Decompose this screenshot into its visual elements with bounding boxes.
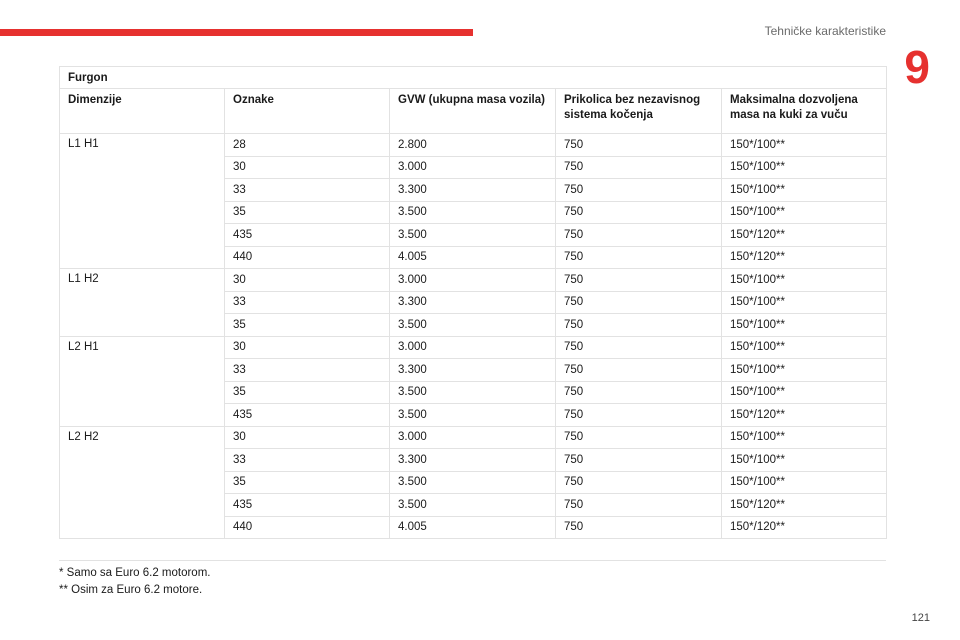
cell-code: 35	[225, 201, 390, 224]
cell-gvw: 3.300	[390, 291, 556, 314]
column-header-gvw: GVW (ukupna masa vozila)	[390, 89, 556, 134]
cell-code: 33	[225, 449, 390, 472]
cell-gvw: 3.500	[390, 471, 556, 494]
cell-code: 440	[225, 516, 390, 539]
cell-code: 33	[225, 291, 390, 314]
cell-gvw: 3.500	[390, 201, 556, 224]
cell-gvw: 4.005	[390, 516, 556, 539]
cell-code: 30	[225, 269, 390, 292]
cell-towball: 150*/100**	[722, 449, 887, 472]
table-row	[60, 426, 887, 449]
cell-trailer: 750	[556, 471, 722, 494]
cell-code: 35	[225, 314, 390, 337]
table-caption: Furgon	[60, 67, 887, 89]
cell-code: 33	[225, 179, 390, 202]
chapter-number: 9	[904, 41, 930, 93]
cell-towball: 150*/120**	[722, 224, 887, 247]
cell-gvw: 3.300	[390, 179, 556, 202]
cell-gvw: 3.500	[390, 314, 556, 337]
cell-trailer: 750	[556, 359, 722, 382]
cell-towball: 150*/100**	[722, 291, 887, 314]
cell-towball: 150*/100**	[722, 471, 887, 494]
cell-trailer: 750	[556, 156, 722, 179]
cell-towball: 150*/100**	[722, 179, 887, 202]
table-body	[60, 134, 887, 539]
footnote-divider	[59, 560, 886, 561]
footnotes	[59, 565, 210, 599]
cell-gvw: 3.300	[390, 449, 556, 472]
table-caption-row	[60, 67, 887, 89]
cell-towball: 150*/120**	[722, 404, 887, 427]
cell-trailer: 750	[556, 246, 722, 269]
cell-towball: 150*/120**	[722, 246, 887, 269]
cell-trailer: 750	[556, 134, 722, 157]
cell-dimension: L1 H1	[60, 134, 225, 269]
cell-trailer: 750	[556, 179, 722, 202]
cell-code: 35	[225, 381, 390, 404]
cell-towball: 150*/100**	[722, 269, 887, 292]
page-number: 121	[911, 612, 930, 624]
cell-trailer: 750	[556, 201, 722, 224]
cell-towball: 150*/100**	[722, 381, 887, 404]
cell-dimension: L2 H2	[60, 426, 225, 539]
cell-gvw: 3.500	[390, 224, 556, 247]
cell-gvw: 3.300	[390, 359, 556, 382]
cell-towball: 150*/120**	[722, 516, 887, 539]
cell-gvw: 3.000	[390, 269, 556, 292]
table-row	[60, 269, 887, 292]
cell-code: 435	[225, 404, 390, 427]
cell-trailer: 750	[556, 404, 722, 427]
column-header-codes: Oznake	[225, 89, 390, 134]
cell-dimension: L1 H2	[60, 269, 225, 337]
cell-towball: 150*/100**	[722, 201, 887, 224]
cell-code: 435	[225, 494, 390, 517]
cell-gvw: 3.000	[390, 156, 556, 179]
cell-towball: 150*/100**	[722, 314, 887, 337]
cell-code: 35	[225, 471, 390, 494]
chapter-title: Tehničke karakteristike	[764, 24, 886, 38]
table-row	[60, 336, 887, 359]
cell-code: 435	[225, 224, 390, 247]
cell-gvw: 3.500	[390, 404, 556, 427]
cell-trailer: 750	[556, 381, 722, 404]
cell-trailer: 750	[556, 269, 722, 292]
cell-gvw: 3.500	[390, 494, 556, 517]
cell-gvw: 4.005	[390, 246, 556, 269]
header-accent-bar	[0, 29, 473, 36]
cell-code: 440	[225, 246, 390, 269]
cell-towball: 150*/100**	[722, 134, 887, 157]
cell-towball: 150*/100**	[722, 426, 887, 449]
column-header-towball-load: Maksimalna dozvoljena masa na kuki za vuču	[722, 89, 887, 134]
cell-gvw: 3.000	[390, 426, 556, 449]
cell-code: 33	[225, 359, 390, 382]
cell-dimension: L2 H1	[60, 336, 225, 426]
column-header-dimensions: Dimenzije	[60, 89, 225, 134]
cell-towball: 150*/100**	[722, 156, 887, 179]
cell-trailer: 750	[556, 314, 722, 337]
cell-code: 28	[225, 134, 390, 157]
cell-trailer: 750	[556, 449, 722, 472]
cell-gvw: 2.800	[390, 134, 556, 157]
cell-trailer: 750	[556, 494, 722, 517]
column-header-unbraked-trailer: Prikolica bez nezavisnog sistema kočenja	[556, 89, 722, 134]
cell-trailer: 750	[556, 336, 722, 359]
table-header-row	[60, 89, 887, 134]
cell-towball: 150*/100**	[722, 336, 887, 359]
cell-gvw: 3.000	[390, 336, 556, 359]
table-row	[60, 134, 887, 157]
cell-trailer: 750	[556, 224, 722, 247]
footnote: * Samo sa Euro 6.2 motorom.	[59, 567, 211, 579]
cell-trailer: 750	[556, 426, 722, 449]
cell-code: 30	[225, 156, 390, 179]
cell-code: 30	[225, 426, 390, 449]
cell-towball: 150*/120**	[722, 494, 887, 517]
specs-table	[59, 66, 887, 539]
cell-trailer: 750	[556, 516, 722, 539]
cell-gvw: 3.500	[390, 381, 556, 404]
cell-trailer: 750	[556, 291, 722, 314]
footnote: ** Osim za Euro 6.2 motore.	[59, 584, 203, 596]
cell-towball: 150*/100**	[722, 359, 887, 382]
cell-code: 30	[225, 336, 390, 359]
